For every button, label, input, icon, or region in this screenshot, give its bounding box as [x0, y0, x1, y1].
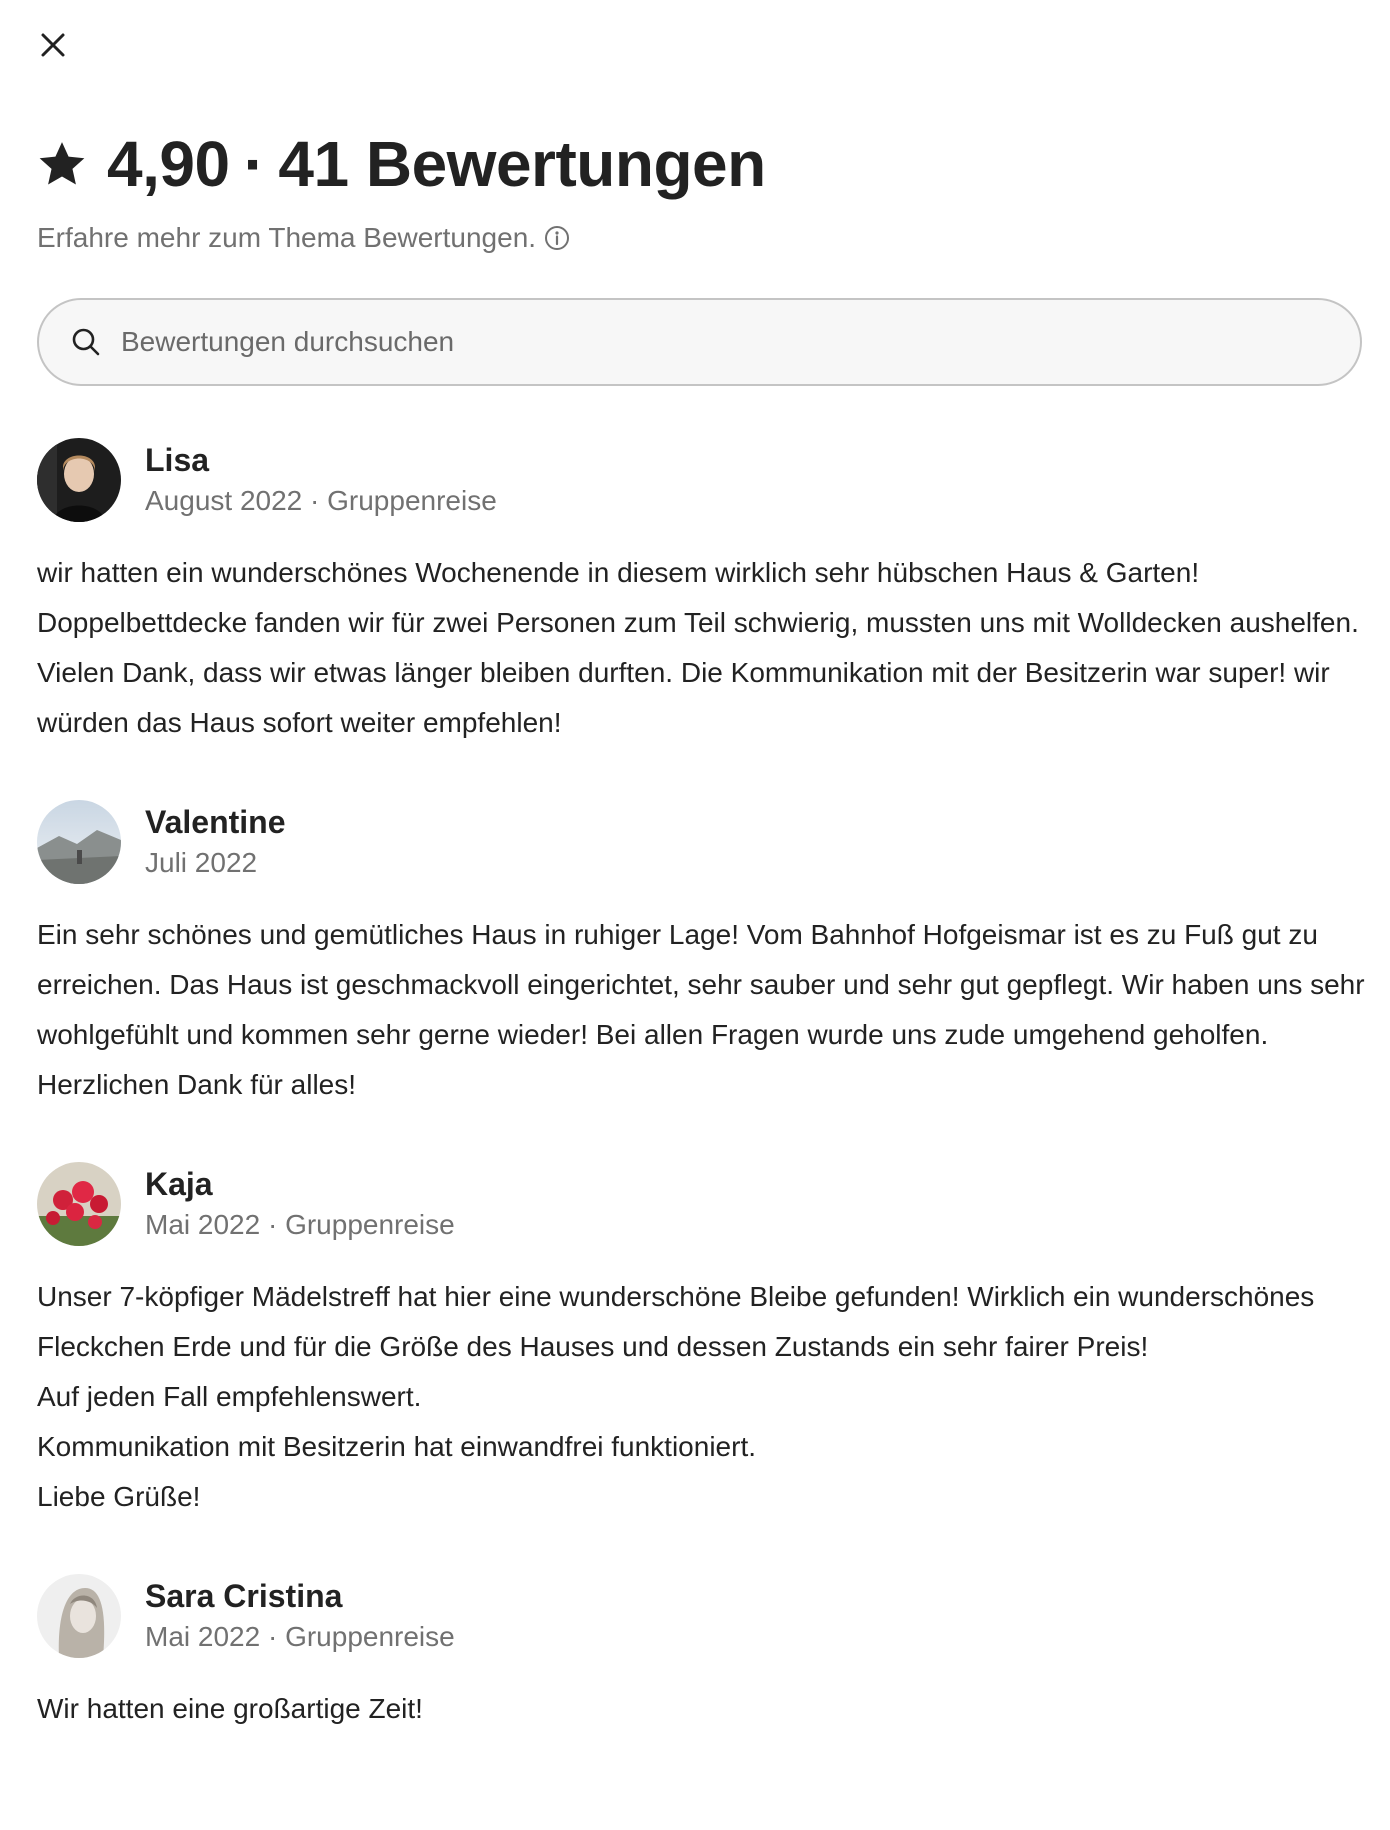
review-item	[37, 438, 1367, 748]
review-text	[37, 1272, 1367, 1522]
review-date: August 2022 · Gruppenreise	[145, 485, 497, 516]
review-date: Mai 2022 · Gruppenreise	[145, 1209, 455, 1240]
search-input[interactable]	[119, 325, 1273, 359]
title-separator: ·	[243, 128, 265, 200]
review-text	[37, 548, 1367, 748]
review-line: Unser 7-köpfiger Mädelstreff hat hier eine wunderschöne Bleibe gefunden! Wirklich ein wunderschönes Fleckchen Erde und für die Größe des Hauses und dessen Zustands ein sehr fairer Preis!	[37, 1281, 1315, 1362]
rating-value: 4,90	[107, 128, 230, 200]
reviews-header	[37, 120, 1360, 258]
review-line: Ein sehr schönes und gemütliches Haus in ruhiger Lage! Vom Bahnhof Hofgeismar ist es zu Fuß gut zu erreichen. Das Haus ist geschmackvoll eingerichtet, sehr sauber und sehr gut gepflegt. Wir haben uns sehr wohlgefühlt und kommen sehr gerne wieder! Bei allen Fragen wurde uns zude umgehend geholfen. Herzlichen Dank für alles!	[37, 919, 1365, 1100]
page-title	[37, 120, 1360, 208]
close-icon	[40, 32, 66, 58]
learn-more-link[interactable]	[37, 218, 1360, 258]
search-icon	[71, 327, 101, 357]
review-text	[37, 1684, 1367, 1734]
reviewer-name: Lisa	[145, 442, 210, 478]
close-button[interactable]	[34, 26, 72, 64]
review-line: Wir hatten eine großartige Zeit!	[37, 1693, 423, 1724]
review-line: Auf jeden Fall empfehlenswert.	[37, 1381, 422, 1412]
avatar[interactable]	[37, 1574, 121, 1658]
avatar[interactable]	[37, 800, 121, 884]
avatar[interactable]	[37, 1162, 121, 1246]
review-line: Liebe Grüße!	[37, 1481, 201, 1512]
reviewer-name: Kaja	[145, 1166, 213, 1202]
learn-more-text: Erfahre mehr zum Thema Bewertungen.	[37, 222, 537, 253]
review-date: Juli 2022	[145, 847, 258, 878]
review-list	[37, 438, 1367, 1786]
review-item	[37, 800, 1367, 1110]
star-icon	[37, 139, 87, 189]
review-line: wir hatten ein wunderschönes Wochenende in diesem wirklich sehr hübschen Haus & Garten! Doppelbettdecke fanden wir für zwei Personen zum Teil schwierig, mussten uns mit Wolldecken aushelfen. Vielen Dank, dass wir etwas länger bleiben durften. Die Kommunikation mit der Besitzerin war super! wir würden das Haus sofort weiter empfehlen!	[37, 557, 1359, 738]
review-text	[37, 910, 1367, 1110]
reviewer-name: Valentine	[145, 804, 286, 840]
reviewer-name: Sara Cristina	[145, 1578, 343, 1614]
review-date: Mai 2022 · Gruppenreise	[145, 1621, 455, 1652]
review-item	[37, 1574, 1367, 1734]
review-line: Kommunikation mit Besitzerin hat einwandfrei funktioniert.	[37, 1431, 757, 1462]
review-item	[37, 1162, 1367, 1522]
avatar[interactable]	[37, 438, 121, 522]
review-count: 41 Bewertungen	[278, 128, 766, 200]
info-icon[interactable]	[544, 225, 570, 251]
search-bar[interactable]	[37, 298, 1362, 386]
